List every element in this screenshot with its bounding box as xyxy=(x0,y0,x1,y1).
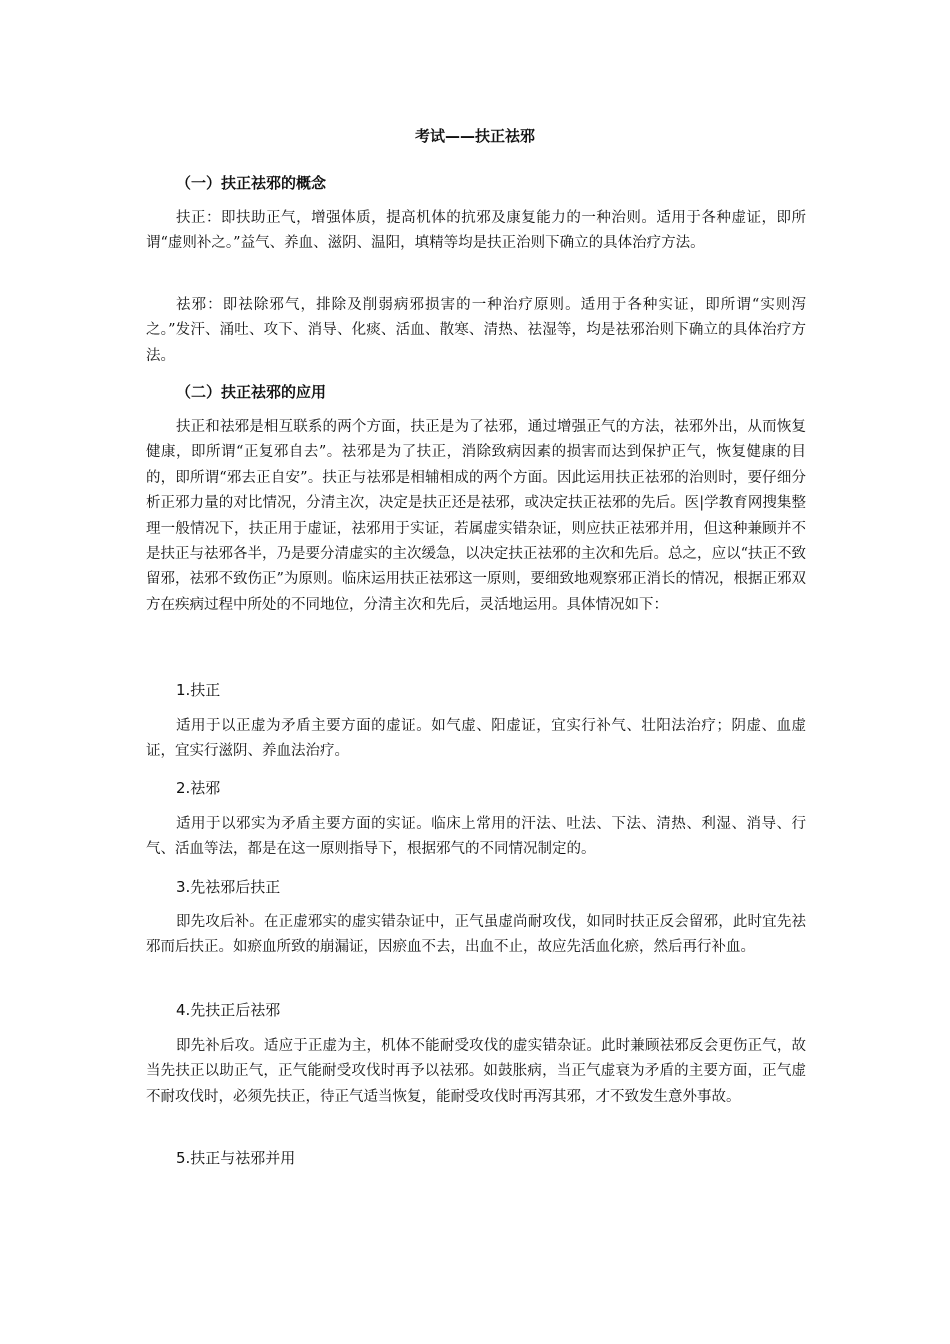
item-2-label: 2.祛邪 xyxy=(176,779,221,797)
item-2-text: 适用于以邪实为矛盾主要方面的实证。临床上常用的汗法、吐法、下法、清热、利湿、消导、行气、活血等法，都是在这一原则指导下，根据邪气的不同情况制定的。 xyxy=(146,816,806,858)
item-4-text: 即先补后攻。适应于正虚为主，机体不能耐受攻伐的虚实错杂证。此时兼顾祛邪反会更伤正气，故当先扶正以助正气，正气能耐受攻伐时再予以祛邪。如鼓胀病，当正气虚衰为矛盾的主要方面，正气虚不耐攻伐时，必须先扶正，待正气适当恢复，能耐受攻伐时再泻其邪，才不致发生意外事故。 xyxy=(146,1038,806,1105)
item-3-text: 即先攻后补。在正虚邪实的虚实错杂证中，正气虽虚尚耐攻伐，如同时扶正反会留邪，此时宜先祛邪而后扶正。如瘀血所致的崩漏证，因瘀血不去，出血不止，故应先活血化瘀，然后再行补血。 xyxy=(146,914,806,956)
section-2-heading: （二）扶正祛邪的应用 xyxy=(176,383,327,401)
item-1-label: 1.扶正 xyxy=(176,681,221,699)
item-5-label: 5.扶正与祛邪并用 xyxy=(176,1149,296,1167)
item-3-label: 3.先祛邪后扶正 xyxy=(176,878,281,896)
item-4-label: 4.先扶正后祛邪 xyxy=(176,1001,281,1019)
document-title: 考试——扶正祛邪 xyxy=(414,127,535,145)
section-1-paragraph-2: 祛邪：即祛除邪气，排除及削弱病邪损害的一种治疗原则。适用于各种实证，即所谓“实则泻之。”发汗、涌吐、攻下、消导、化痰、活血、散寒、清热、祛湿等，均是祛邪治则下确立的具体治疗方法。 xyxy=(146,297,806,364)
section-1-paragraph-1: 扶正：即扶助正气，增强体质，提高机体的抗邪及康复能力的一种治则。适用于各种虚证，即所谓“虚则补之。”益气、养血、滋阴、温阳，填精等均是扶正治则下确立的具体治疗方法。 xyxy=(146,210,806,252)
section-2-paragraph: 扶正和祛邪是相互联系的两个方面，扶正是为了祛邪，通过增强正气的方法，祛邪外出，从而恢复健康，即所谓“正复邪自去”。祛邪是为了扶正，消除致病因素的损害而达到保护正气，恢复健康的目的，即所谓“邪去正自安”。扶正与祛邪是相辅相成的两个方面。因此运用扶正祛邪的治则时，要仔细分析正邪力量的对比情况，分清主次，决定是扶正还是祛邪，或决定扶正祛邪的先后。医|学教育网搜集整理一般情况下，扶正用于虚证，祛邪用于实证，若属虚实错杂证，则应扶正祛邪并用，但这种兼顾并不是扶正与祛邪各半，乃是要分清虚实的主次缓急，以决定扶正祛邪的主次和先后。总之，应以“扶正不致留邪，祛邪不致伤正”为原则。临床运用扶正祛邪这一原则，要细致地观察邪正消长的情况，根据正邪双方在疾病过程中所处的不同地位，分清主次和先后，灵活地运用。具体情况如下： xyxy=(146,419,806,613)
section-1-heading: （一）扶正祛邪的概念 xyxy=(176,174,327,192)
item-1-text: 适用于以正虚为矛盾主要方面的虚证。如气虚、阳虚证，宜实行补气、壮阳法治疗；阴虚、血虚证，宜实行滋阴、养血法治疗。 xyxy=(146,718,806,760)
